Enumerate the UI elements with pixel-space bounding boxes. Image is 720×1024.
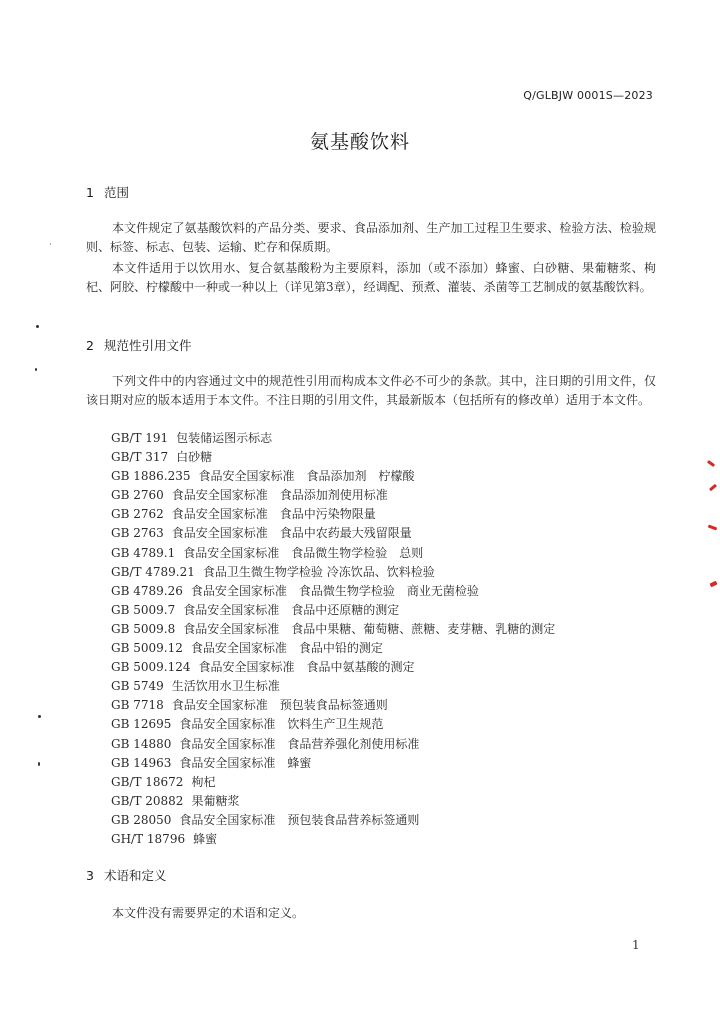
- reference-title: 包装储运图示标志: [176, 431, 273, 445]
- reference-title: 食品安全国家标准 食品中污染物限量: [171, 507, 376, 522]
- reference-id: GB 5009.8: [111, 621, 176, 636]
- reference-title: 食品安全国家标准 食品中氨基酸的测定: [198, 660, 415, 675]
- reference-id: GB/T 20882: [111, 793, 184, 808]
- reference-item: [111, 544, 555, 563]
- reference-id: GB 5009.7: [111, 602, 176, 617]
- reference-item: [111, 715, 555, 734]
- section-number: 3: [86, 868, 94, 883]
- section-1-paragraph-2: 本文件适用于以饮用水、复合氨基酸粉为主要原料，添加（或不添加）蜂蜜、白砂糖、果葡糖浆、枸杞、阿胶、柠檬酸中一种或一种以上（详见第3章），经调配、预煮、灌装、杀菌等工艺制成的氨基酸饮料。: [86, 261, 656, 294]
- reference-id: GB/T 317: [111, 450, 169, 465]
- section-3-paragraph-1: 本文件没有需要界定的术语和定义。: [112, 906, 305, 920]
- reference-title: 食品卫生微生物学检验 冷冻饮品、饮料检验: [202, 564, 435, 579]
- reference-item: [111, 563, 555, 582]
- section-2-heading: [86, 336, 192, 354]
- reference-id: GB 7718: [111, 698, 164, 713]
- reference-item: [111, 524, 555, 543]
- document-code: Q/GLBJW 0001S—2023: [523, 89, 653, 102]
- scan-speck: [38, 715, 41, 718]
- reference-item: [111, 620, 555, 639]
- page-number: 1: [632, 938, 640, 952]
- scan-speck: [38, 762, 40, 766]
- reference-title: 食品安全国家标准 食品中农药最大残留限量: [171, 526, 412, 541]
- reference-id: GB 1886.235: [111, 469, 191, 484]
- reference-item: [111, 658, 555, 677]
- reference-title: 生活饮用水卫生标准: [171, 679, 280, 694]
- reference-item: [111, 448, 555, 467]
- reference-title: 食品安全国家标准 饮料生产卫生规范: [179, 717, 384, 732]
- section-number: 2: [86, 338, 94, 353]
- reference-id: GB 2762: [111, 507, 164, 522]
- reference-title: 食品安全国家标准 食品添加剂 柠檬酸: [198, 469, 415, 484]
- reference-title: 食品安全国家标准 食品营养强化剂使用标准: [179, 736, 420, 751]
- section-title: 规范性引用文件: [104, 338, 192, 353]
- red-edge-mark: [708, 525, 717, 531]
- reference-item: [111, 429, 555, 448]
- reference-item: [111, 505, 555, 524]
- reference-title: 枸杞: [191, 774, 216, 789]
- reference-id: GB 4789.26: [111, 583, 183, 598]
- reference-id: GH/T 18796: [111, 831, 186, 846]
- normative-reference-list: [111, 429, 555, 849]
- reference-title: 食品安全国家标准 食品中果糖、葡萄糖、蔗糖、麦芽糖、乳糖的测定: [183, 621, 556, 636]
- reference-item: [111, 696, 555, 715]
- section-title: 术语和定义: [104, 868, 167, 883]
- section-1-paragraph-1: 本文件规定了氨基酸饮料的产品分类、要求、食品添加剂、生产加工过程卫生要求、检验方法、检验规则、标签、标志、包装、运输、贮存和保质期。: [86, 221, 656, 254]
- red-edge-mark: [709, 484, 717, 491]
- section-title: 范围: [104, 185, 130, 200]
- reference-item: [111, 601, 555, 620]
- reference-item: [111, 639, 555, 658]
- reference-id: GB/T 18672: [111, 774, 184, 789]
- reference-title: 食品安全国家标准 食品中还原糖的测定: [183, 602, 400, 617]
- reference-id: GB 5009.12: [111, 641, 183, 656]
- reference-id: GB 28050: [111, 812, 172, 827]
- reference-item: [111, 754, 555, 773]
- section-1-heading: [86, 183, 129, 201]
- reference-title: 食品安全国家标准 食品微生物学检验 总则: [183, 545, 424, 560]
- reference-item: [111, 486, 555, 505]
- reference-title: 白砂糖: [176, 450, 213, 465]
- reference-item: [111, 773, 555, 792]
- reference-title: 果葡糖浆: [191, 793, 240, 808]
- scan-speck: [50, 243, 51, 245]
- reference-item: [111, 467, 555, 486]
- reference-id: GB 5749: [111, 679, 164, 694]
- reference-title: 食品安全国家标准 蜂蜜: [179, 755, 312, 770]
- reference-item: [111, 792, 555, 811]
- reference-id: GB 2760: [111, 488, 164, 503]
- reference-id: GB 14963: [111, 755, 172, 770]
- reference-item: [111, 582, 555, 601]
- reference-title: 食品安全国家标准 食品微生物学检验 商业无菌检验: [190, 583, 479, 598]
- scan-speck: [35, 368, 37, 371]
- reference-id: GB 2763: [111, 526, 164, 541]
- scan-speck: [36, 325, 39, 328]
- reference-id: GB 4789.1: [111, 545, 176, 560]
- reference-id: GB/T 4789.21: [111, 564, 195, 579]
- red-edge-mark: [709, 581, 717, 588]
- reference-item: [111, 830, 555, 849]
- reference-id: GB 5009.124: [111, 660, 191, 675]
- reference-item: [111, 735, 555, 754]
- reference-title: 食品安全国家标准 食品中铅的测定: [190, 641, 383, 656]
- reference-title: 食品安全国家标准 预包装食品标签通则: [171, 698, 388, 713]
- section-3-heading: [86, 866, 167, 884]
- document-title: 氨基酸饮料: [309, 131, 410, 153]
- reference-item: [111, 811, 555, 830]
- reference-id: GB 12695: [111, 717, 172, 732]
- reference-title: 食品安全国家标准 食品添加剂使用标准: [171, 488, 388, 503]
- section-number: 1: [86, 185, 94, 200]
- reference-item: [111, 677, 555, 696]
- red-edge-mark: [707, 460, 715, 467]
- reference-title: 食品安全国家标准 预包装食品营养标签通则: [179, 812, 420, 827]
- section-2-paragraph-1: 下列文件中的内容通过文中的规范性引用而构成本文件必不可少的条款。其中，注日期的引用文件，仅该日期对应的版本适用于本文件。不注日期的引用文件，其最新版本（包括所有的修改单）适用于本文件。: [86, 374, 656, 407]
- reference-id: GB 14880: [111, 736, 172, 751]
- reference-id: GB/T 191: [111, 431, 169, 445]
- reference-title: 蜂蜜: [193, 831, 218, 846]
